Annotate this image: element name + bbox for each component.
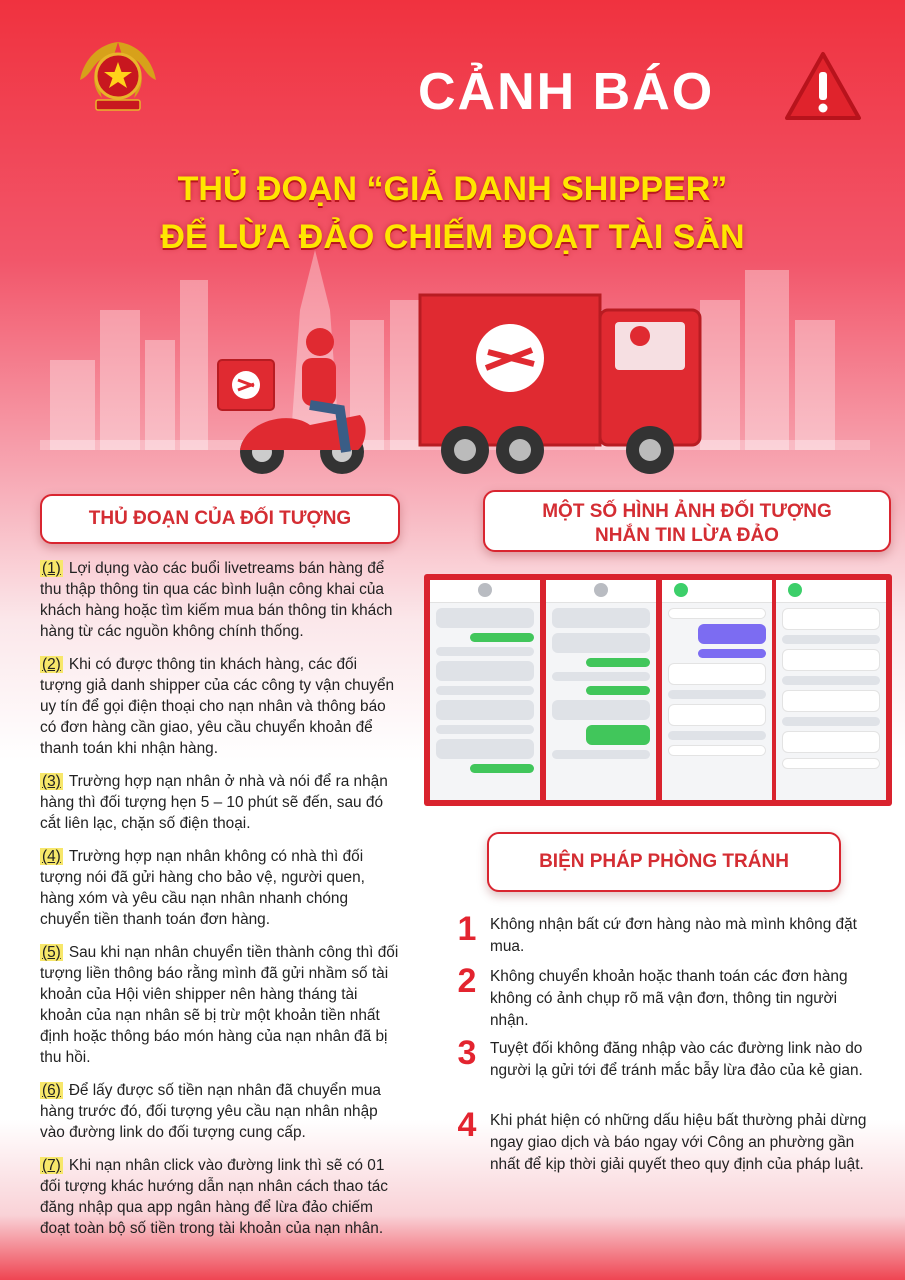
tactic-item	[40, 558, 400, 642]
delivery-scene-illustration	[40, 240, 870, 490]
prevention-text: Không nhận bất cứ đơn hàng nào mà mình không đặt mua.	[490, 916, 857, 955]
tactic-text: Khi nạn nhân click vào đường link thì sẽ có 01 đối tượng khác hướng dẫn nạn nhân cách thao tác đăng nhập qua app ngân hàng để lừa đảo chiếm đoạt toàn bộ số tiền trong tài khoản của nạn nhân.	[40, 1157, 388, 1237]
prevention-number: 1	[457, 910, 477, 948]
tactic-text: Trường hợp nạn nhân ở nhà và nói để ra nhận hàng thì đối tượng hẹn 5 – 10 phút sẽ đến, sau đó cắt liên lạc, chặn số điện thoại.	[40, 773, 388, 832]
prevention-text: Tuyệt đối không đăng nhập vào các đường link nào do người lạ gửi tới để tránh mắc bẫy lừa đảo của kẻ gian.	[490, 1040, 863, 1079]
tactic-number: (1)	[42, 560, 61, 577]
contact-avatar	[788, 583, 802, 597]
chat-screenshot-sms-2	[546, 580, 656, 800]
headline-line-2: ĐỂ LỪA ĐẢO CHIẾM ĐOẠT TÀI SẢN	[160, 218, 745, 256]
prevention-number: 3	[457, 1034, 477, 1072]
tactic-number: (5)	[42, 944, 61, 961]
warning-title: CẢNH BÁO	[418, 63, 715, 121]
tactic-text: Khi có được thông tin khách hàng, các đối tượng giả danh shipper của các công ty vận chuyển uy tín để gọi điện thoại cho nạn nhân và thông báo có đơn hàng cần giao, yêu cầu chuyển khoản để thanh toán khi nhận hàng.	[40, 656, 395, 757]
contact-avatar	[478, 583, 492, 597]
tactics-section-title: THỦ ĐOẠN CỦA ĐỐI TƯỢNG	[40, 494, 400, 544]
prevention-number: 4	[457, 1106, 477, 1144]
tactic-number: (6)	[42, 1082, 61, 1099]
headline-line-1: THỦ ĐOẠN “GIẢ DANH SHIPPER”	[177, 170, 728, 208]
prevention-item	[452, 962, 872, 1032]
tactic-item	[40, 1155, 400, 1239]
tactic-text: Để lấy được số tiền nạn nhân đã chuyển mua hàng trước đó, đối tượng yêu cầu nạn nhân nhập vào đường link do đối tượng cung cấp.	[40, 1082, 381, 1141]
tactic-item	[40, 942, 400, 1068]
scam-message-screenshots	[424, 574, 892, 806]
prevention-item	[452, 1106, 872, 1176]
warning-triangle-icon	[783, 50, 863, 122]
prevention-item	[452, 1034, 872, 1082]
tactic-item	[40, 771, 400, 834]
chat-screenshot-messenger-2	[776, 580, 886, 800]
tactic-item	[40, 846, 400, 930]
prevention-number: 2	[457, 962, 477, 1000]
motorbike-shipper	[218, 328, 366, 474]
chat-screenshot-messenger-1	[662, 580, 772, 800]
prevention-text: Không chuyển khoản hoặc thanh toán các đơn hàng không có ảnh chụp rõ mã vận đơn, thông tin người nhận.	[490, 968, 848, 1029]
tactic-number: (7)	[42, 1157, 61, 1174]
tactic-text: Sau khi nạn nhân chuyển tiền thành công thì đối tượng liền thông báo rằng mình đã gửi nhầm số tài khoản của Hội viên shipper nên hàng tháng tài khoản của nạn nhân sẽ bị trừ một khoản tiền nhất định hoặc thông báo món hàng của nạn nhân đã bị thu hồi.	[40, 944, 399, 1066]
prevention-text: Khi phát hiện có những dấu hiệu bất thường phải dừng ngay giao dịch và báo ngay với Công an phường gần nhất để kịp thời giải quyết theo quy định của pháp luật.	[490, 1112, 867, 1173]
tactic-text: Lợi dụng vào các buổi livetreams bán hàng để thu thập thông tin qua các bình luận công khai của khách hàng hoặc tìm kiếm mua bán thông tin khách hàng từ các nguồn không chính thống.	[40, 560, 393, 640]
police-emblem-logo	[70, 36, 166, 116]
contact-avatar	[594, 583, 608, 597]
images-title-line-1: MỘT SỐ HÌNH ẢNH ĐỐI TƯỢNG	[542, 501, 832, 522]
tactic-number: (3)	[42, 773, 61, 790]
tactic-number: (4)	[42, 848, 61, 865]
tactic-text: Trường hợp nạn nhân không có nhà thì đối tượng nói đã gửi hàng cho bảo vệ, người quen, hàng xóm và yêu cầu nạn nhân nhanh chóng chuyển tiền thanh toán đơn hàng.	[40, 848, 365, 928]
tactics-list	[40, 558, 400, 1251]
images-section-title	[483, 490, 891, 552]
contact-avatar	[674, 583, 688, 597]
prevention-section-title: BIỆN PHÁP PHÒNG TRÁNH	[487, 832, 841, 892]
tactic-number: (2)	[42, 656, 61, 673]
images-title-line-2: NHẮN TIN LỪA ĐẢO	[595, 525, 779, 546]
prevention-item	[452, 910, 872, 958]
tactic-item	[40, 1080, 400, 1143]
tactic-item	[40, 654, 400, 759]
chat-screenshot-sms-1	[430, 580, 540, 800]
